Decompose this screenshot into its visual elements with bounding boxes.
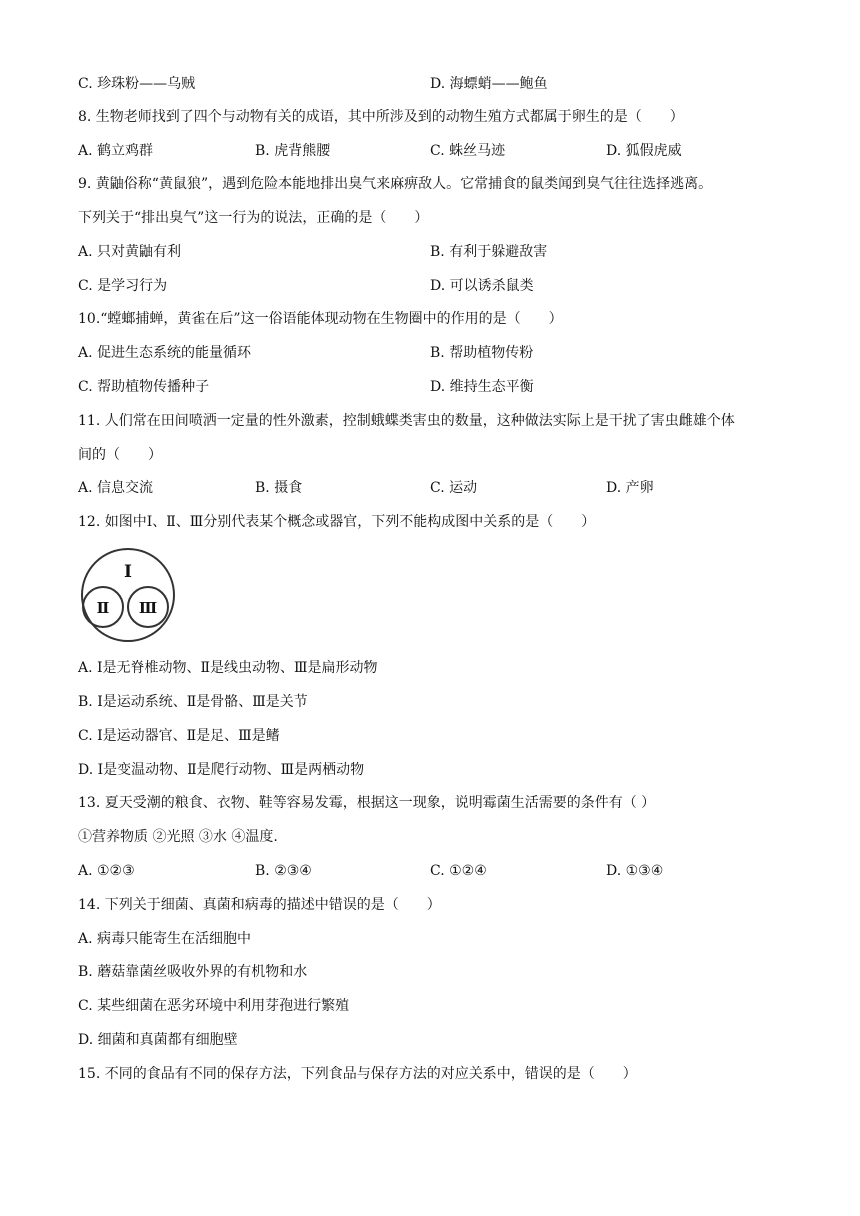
q12-option-b: B. Ⅰ是运动系统、Ⅱ是骨骼、Ⅲ是关节 [78, 694, 308, 710]
q14-option-a: A. 病毒只能寄生在活细胞中 [78, 931, 252, 947]
q9-option-b: B. 有利于躲避敌害 [430, 244, 548, 260]
q14-stem: 14. 下列关于细菌、真菌和病毒的描述中错误的是（ ） [78, 897, 441, 913]
q8-option-a: A. 鹤立鸡群 [78, 143, 154, 159]
q9-stem-line1: 9. 黄鼬俗称“黄鼠狼”，遇到危险本能地排出臭气来麻痹敌人。它常捕食的鼠类闻到臭气往往选择逃离。 [78, 176, 713, 192]
q12-option-c: C. Ⅰ是运动器官、Ⅱ是足、Ⅲ是鳍 [78, 728, 280, 744]
q9-stem-line2: 下列关于“排出臭气”这一行为的说法，正确的是（ ） [78, 210, 429, 226]
venn-label-2: Ⅱ [96, 599, 110, 617]
q11-option-c: C. 运动 [430, 480, 478, 496]
q14-option-d: D. 细菌和真菌都有细胞壁 [78, 1032, 238, 1048]
q15-stem: 15. 不同的食品有不同的保存方法，下列食品与保存方法的对应关系中，错误的是（ ） [78, 1066, 637, 1082]
venn-label-3: Ⅲ [138, 599, 158, 617]
venn-label-1: Ⅰ [124, 562, 132, 582]
q7-option-d: D. 海螵蛸——鲍鱼 [430, 76, 548, 92]
q8-option-d: D. 狐假虎威 [606, 143, 682, 159]
q13-option-d: D. ①③④ [606, 863, 664, 879]
q9-option-c: C. 是学习行为 [78, 278, 168, 294]
q11-option-d: D. 产卵 [606, 480, 654, 496]
q10-option-c: C. 帮助植物传播种子 [78, 379, 210, 395]
q9-option-a: A. 只对黄鼬有利 [78, 244, 182, 260]
q10-option-d: D. 维持生态平衡 [430, 379, 534, 395]
q11-stem-line1: 11. 人们常在田间喷洒一定量的性外激素，控制蛾蝶类害虫的数量，这种做法实际上是干扰了害虫雌雄个体 [78, 413, 735, 429]
q9-option-d: D. 可以诱杀鼠类 [430, 278, 534, 294]
q11-option-a: A. 信息交流 [78, 480, 154, 496]
q13-conditions: ①营养物质 ②光照 ③水 ④温度. [78, 829, 278, 845]
q8-option-c: C. 蛛丝马迹 [430, 143, 506, 159]
q12-stem: 12. 如图中Ⅰ、Ⅱ、Ⅲ分别代表某个概念或器官，下列不能构成图中关系的是（ ） [78, 514, 596, 530]
q10-stem: 10.“螳螂捕蝉，黄雀在后”这一俗语能体现动物在生物圈中的作用的是（ ） [78, 311, 563, 327]
q13-stem: 13. 夏天受潮的粮食、衣物、鞋等容易发霉，根据这一现象，说明霉菌生活需要的条件有（ ） [78, 795, 656, 811]
q7-option-c: C. 珍珠粉——乌贼 [78, 76, 196, 92]
q14-option-c: C. 某些细菌在恶劣环境中利用芽孢进行繁殖 [78, 998, 350, 1014]
q11-stem-line2: 间的（ ） [78, 447, 162, 463]
q12-venn-diagram [76, 546, 180, 644]
q12-option-d: D. Ⅰ是变温动物、Ⅱ是爬行动物、Ⅲ是两栖动物 [78, 762, 365, 778]
q12-option-a: A. Ⅰ是无脊椎动物、Ⅱ是线虫动物、Ⅲ是扁形动物 [78, 660, 378, 676]
q13-option-b: B. ②③④ [255, 863, 312, 879]
q13-option-a: A. ①②③ [78, 863, 135, 879]
q11-option-b: B. 摄食 [255, 480, 303, 496]
q8-option-b: B. 虎背熊腰 [255, 143, 331, 159]
q10-option-a: A. 促进生态系统的能量循环 [78, 345, 252, 361]
q13-option-c: C. ①②④ [430, 863, 487, 879]
q14-option-b: B. 蘑菇靠菌丝吸收外界的有机物和水 [78, 964, 308, 980]
q10-option-b: B. 帮助植物传粉 [430, 345, 534, 361]
q8-stem: 8. 生物老师找到了四个与动物有关的成语，其中所涉及到的动物生殖方式都属于卵生的是（ ） [78, 109, 684, 125]
